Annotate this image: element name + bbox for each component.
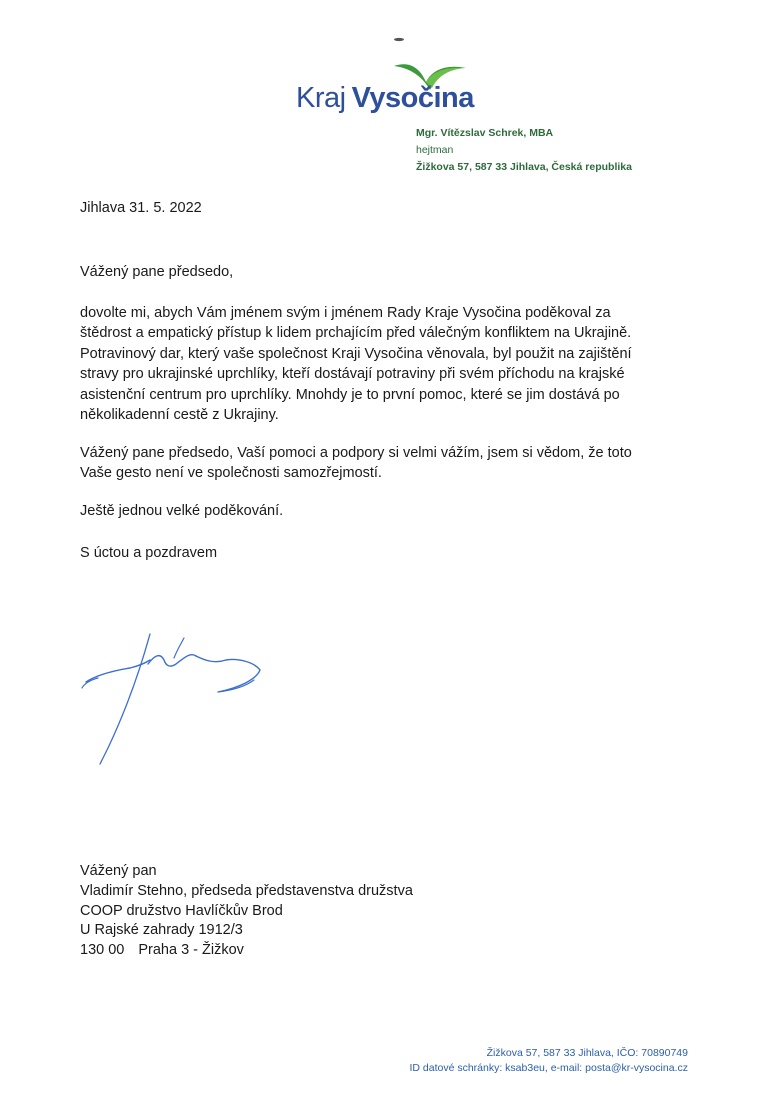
recipient-postcode: 130 00 xyxy=(80,942,125,959)
paragraph-1-line: asistenční centrum pro uprchlíky. Mnohdy je to první pomoc, které se jim dostává po xyxy=(80,386,620,403)
recipient-name: Vladimír Stehno, předseda představenstva družstva xyxy=(80,882,413,899)
recipient-address xyxy=(80,862,413,961)
logo-wordmark xyxy=(296,82,474,115)
paragraph-2 xyxy=(80,443,720,484)
paragraph-1-line: Potravinový dar, který vaše společnost Kraji Vysočina věnovala, byl použit na zajištění xyxy=(80,345,632,362)
footer-contact: ID datové schránky: ksab3eu, e-mail: posta@kr-vysocina.cz xyxy=(409,1062,688,1074)
paragraph-3: Ještě jednou velké poděkování. xyxy=(80,502,284,519)
kraj-vysocina-logo xyxy=(296,58,476,120)
closing-greeting: S úctou a pozdravem xyxy=(80,545,218,561)
recipient-company: COOP družstvo Havlíčkův Brod xyxy=(80,902,283,919)
letter-body xyxy=(80,262,720,564)
logo-text-vysocina: Vysočina xyxy=(351,82,474,114)
salutation: Vážený pane předsedo, xyxy=(80,264,234,280)
paragraph-1-line: stravy pro ukrajinské uprchlíky, kteří dostávají potraviny při svém příchodu na krajské xyxy=(80,366,625,382)
sender-title: hejtman xyxy=(416,144,454,156)
footer-address: Žižkova 57, 587 33 Jihlava, IČO: 70890749 xyxy=(486,1047,688,1059)
handwritten-signature xyxy=(78,630,278,770)
paragraph-2-line: Vaše gesto není ve společnosti samozřejmostí. xyxy=(80,465,382,481)
paragraph-1 xyxy=(80,303,720,426)
sender-block xyxy=(416,125,632,176)
recipient-street: U Rajské zahrady 1912/3 xyxy=(80,922,243,939)
recipient-salutation: Vážený pan xyxy=(80,863,157,879)
sender-name: Mgr. Vítězslav Schrek, MBA xyxy=(416,127,554,139)
recipient-city-line xyxy=(80,941,413,961)
scan-speck xyxy=(392,37,406,42)
recipient-city: Praha 3 - Žižkov xyxy=(138,942,244,959)
sender-address: Žižkova 57, 587 33 Jihlava, Česká republika xyxy=(416,161,632,173)
paragraph-2-line: Vážený pane předsedo, Vaší pomoci a podpory si velmi vážím, jsem si vědom, že toto xyxy=(80,444,632,461)
logo-text-kraj: Kraj xyxy=(296,82,346,114)
letter-date: Jihlava 31. 5. 2022 xyxy=(80,200,202,216)
page-footer xyxy=(409,1046,688,1076)
paragraph-1-line: dovolte mi, abych Vám jménem svým i jménem Rady Kraje Vysočina poděkoval za xyxy=(80,304,611,321)
paragraph-1-line: štědrost a empatický přístup k lidem prchajícím před válečným konfliktem na Ukrajině. xyxy=(80,325,632,341)
paragraph-1-line: několikadenní cestě z Ukrajiny. xyxy=(80,407,279,423)
